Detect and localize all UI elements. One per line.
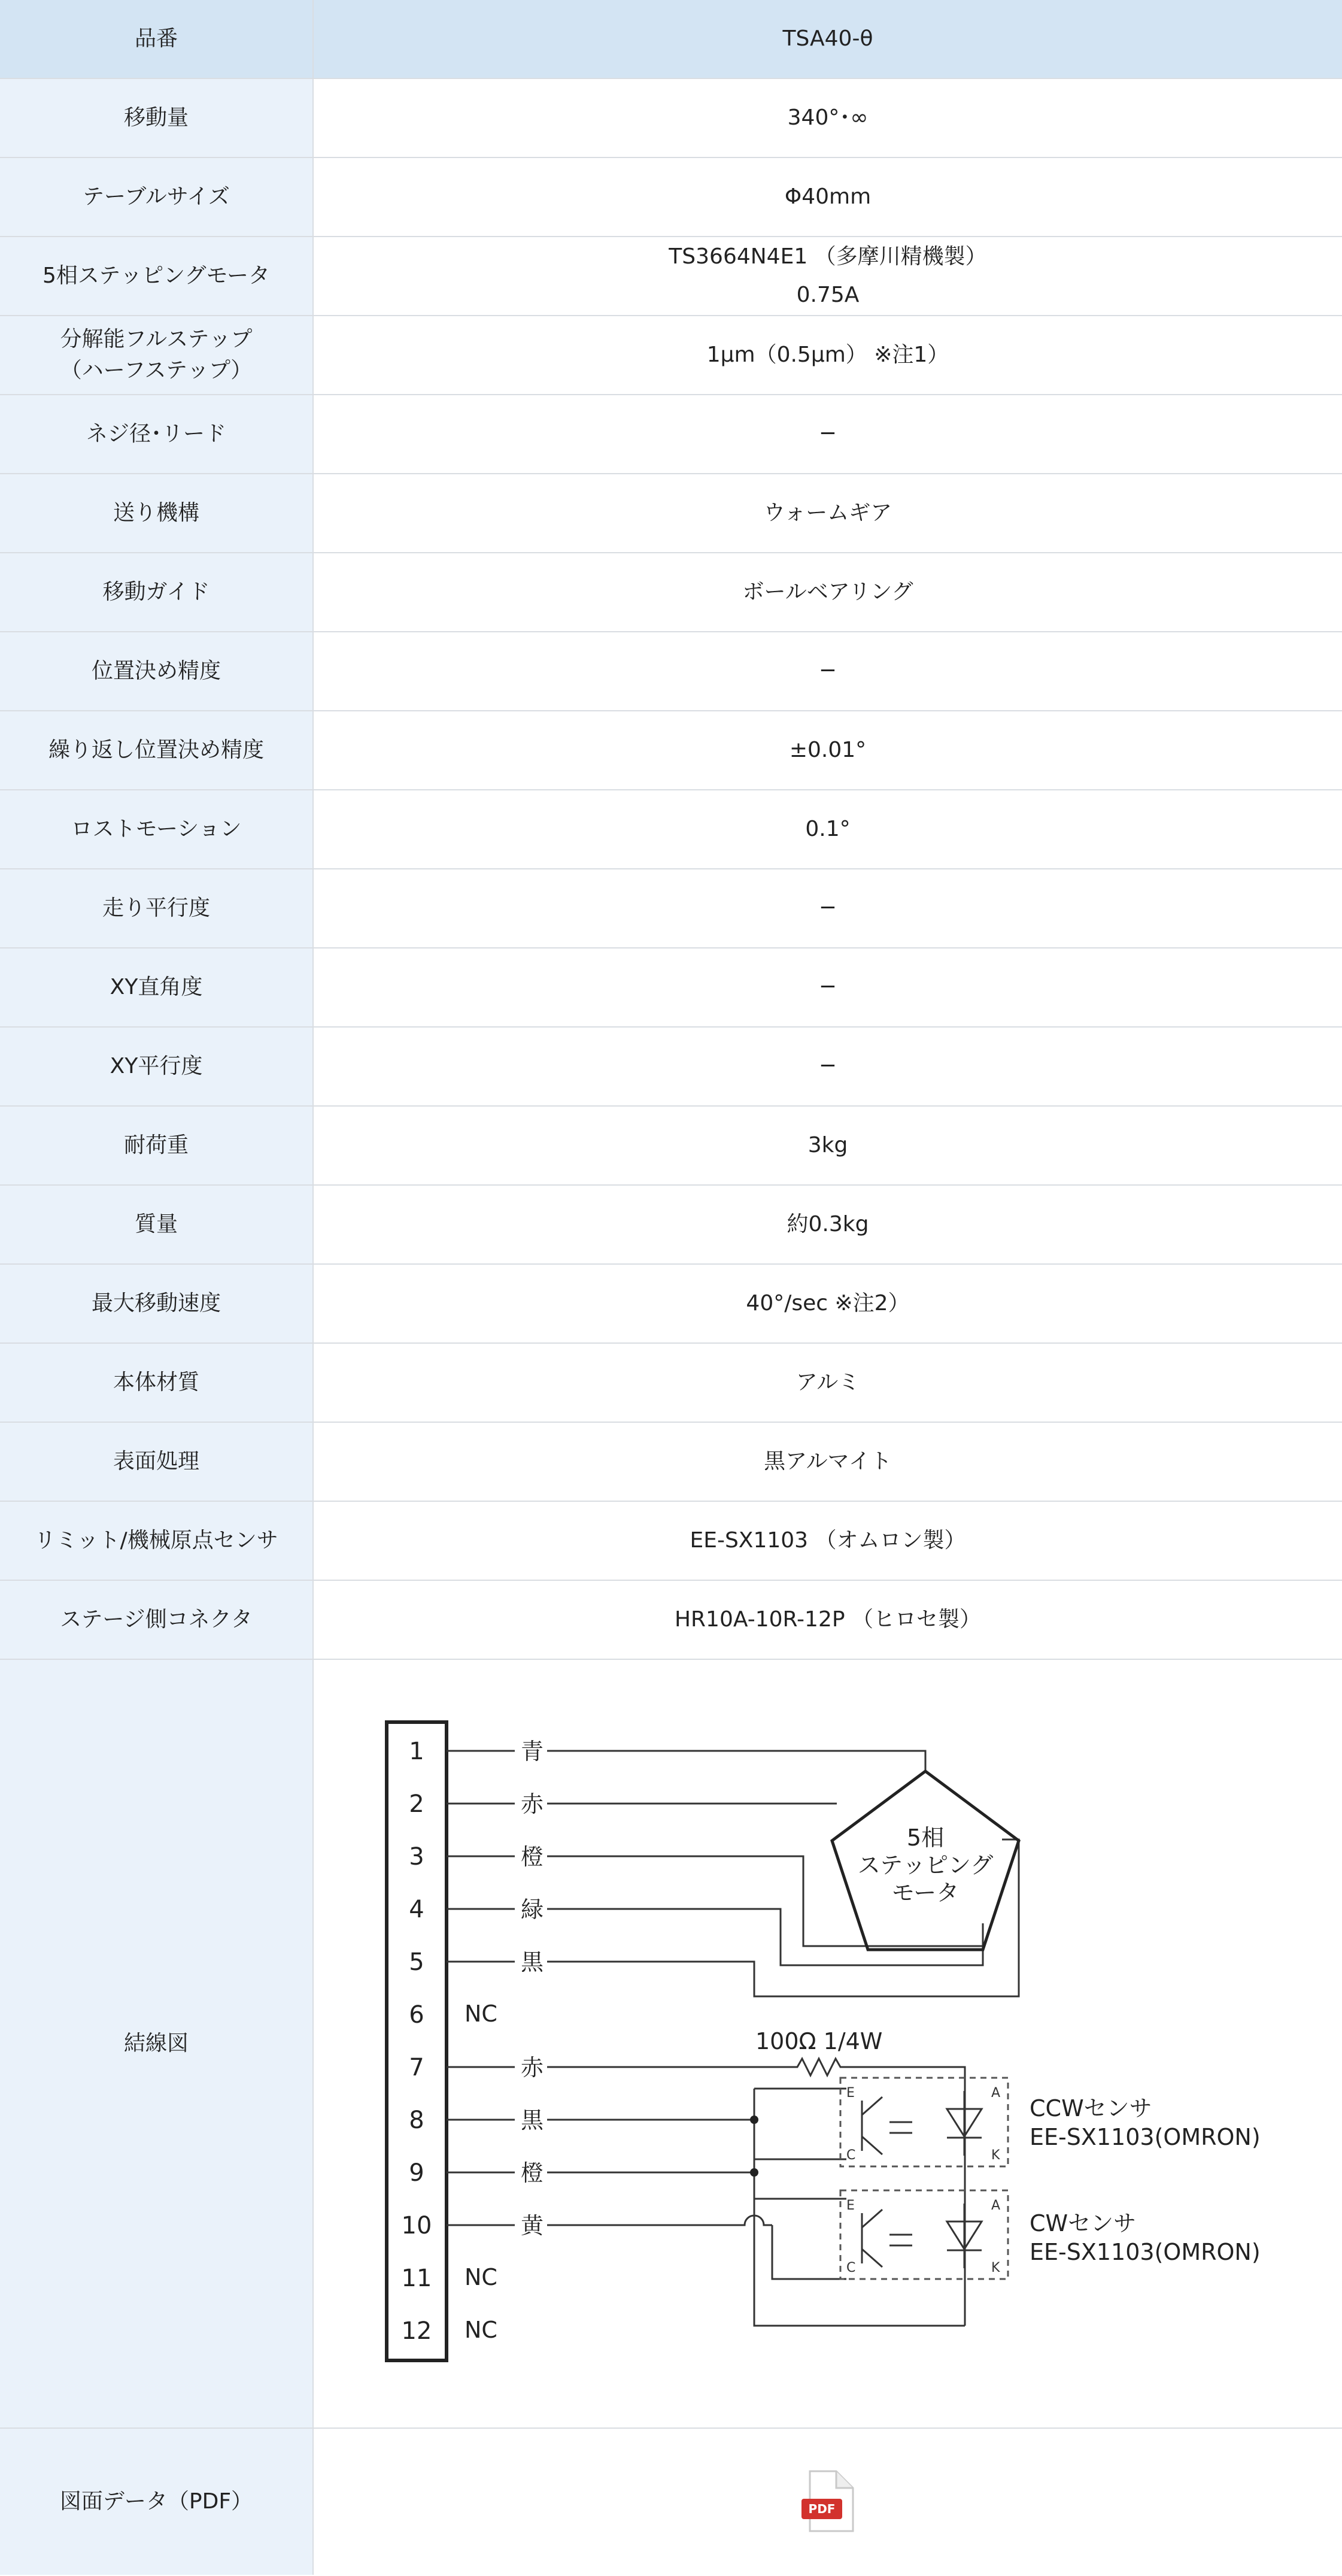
row-label: 5相ステッピングモータ — [0, 237, 314, 315]
pin-k: K — [991, 2260, 1000, 2275]
table-row — [0, 158, 1342, 237]
wire-label: 青 — [521, 1738, 544, 1765]
cw-sensor-model: EE-SX1103(OMRON) — [1030, 2239, 1261, 2265]
wire-label: NC — [464, 2001, 497, 2027]
pin-7: 7 — [409, 2054, 424, 2081]
row-value: ボールベアリング — [742, 580, 913, 604]
row-label — [0, 316, 314, 394]
wire-stubs — [447, 1751, 613, 2225]
pin-2: 2 — [409, 1790, 424, 1818]
row-value: 黒アルマイト — [764, 1449, 892, 1474]
pin-9: 9 — [409, 2159, 424, 2187]
pin-1: 1 — [409, 1738, 424, 1765]
table-row — [0, 632, 1342, 711]
pin-6: 6 — [409, 2001, 424, 2029]
table-row — [0, 79, 1342, 158]
row-label: 位置決め精度 — [0, 632, 314, 710]
table-row — [0, 711, 1342, 790]
row-label: 移動ガイド — [0, 553, 314, 631]
header-label: 品番 — [0, 0, 314, 78]
row-label: 表面処理 — [0, 1423, 314, 1501]
pin-11: 11 — [401, 2265, 432, 2292]
pin-4: 4 — [409, 1896, 424, 1923]
row-label: 質量 — [0, 1186, 314, 1263]
ccw-sensor-name: CCWセンサ — [1030, 2095, 1152, 2122]
row-value: ─ — [821, 1054, 834, 1078]
row-value: ─ — [821, 659, 834, 683]
pin-e: E — [846, 2086, 855, 2101]
pin-5: 5 — [409, 1948, 424, 1976]
table-row — [0, 1423, 1342, 1502]
cw-sensor — [840, 2190, 1008, 2279]
table-row — [0, 1028, 1342, 1107]
table-row — [0, 1186, 1342, 1265]
row-label: ネジ径･リード — [0, 395, 314, 473]
junction-dot — [750, 2168, 758, 2177]
row-value: 約0.3kg — [787, 1212, 869, 1237]
pdf-icon-text: PDF — [808, 2502, 836, 2516]
table-row — [0, 1344, 1342, 1423]
junction-dot — [750, 2116, 758, 2124]
wire-label: 緑 — [521, 1896, 544, 1923]
row-label: ロストモーション — [0, 790, 314, 868]
pdf-label: 図面データ（PDF） — [0, 2429, 314, 2575]
pin-10: 10 — [401, 2212, 432, 2239]
wire-label: 黒 — [521, 1949, 544, 1975]
pin-3: 3 — [409, 1843, 424, 1871]
row-value: ─ — [821, 422, 834, 446]
row-value: ─ — [821, 896, 834, 920]
wire-label: 橙 — [521, 2160, 544, 2186]
cw-sensor-label — [1030, 2210, 1261, 2265]
pdf-row — [0, 2429, 1342, 2575]
pin-e: E — [846, 2198, 855, 2213]
row-value: 3kg — [807, 1133, 848, 1157]
row-value-line1: TS3664N4E1 （多摩川精機製） — [669, 244, 987, 269]
table-row — [0, 316, 1342, 395]
motor-label-line3: モータ — [891, 1880, 960, 1906]
pin-12: 12 — [401, 2317, 432, 2345]
wire-label: 赤 — [521, 2054, 544, 2081]
resistor-label: 100Ω 1/4W — [755, 2028, 883, 2054]
table-row — [0, 790, 1342, 869]
ccw-sensor-model: EE-SX1103(OMRON) — [1030, 2124, 1261, 2150]
row-label: 最大移動速度 — [0, 1265, 314, 1342]
row-label: 耐荷重 — [0, 1107, 314, 1184]
row-label: XY平行度 — [0, 1028, 314, 1105]
ccw-sensor-label — [1030, 2095, 1261, 2150]
row-label: 走り平行度 — [0, 869, 314, 947]
row-value: 1μm（0.5μm） ※注1） — [706, 343, 949, 367]
sensor-wires — [613, 2059, 965, 2326]
row-label: XY直角度 — [0, 948, 314, 1026]
wire-label: 橙 — [521, 1844, 544, 1870]
table-row — [0, 1265, 1342, 1344]
row-value: アルミ — [796, 1370, 860, 1395]
wire-label: 黒 — [521, 2107, 544, 2133]
row-value: EE-SX1103 （オムロン製） — [690, 1528, 966, 1553]
table-header-row — [0, 0, 1342, 79]
row-label: 送り機構 — [0, 474, 314, 552]
table-row — [0, 395, 1342, 474]
row-label: ステージ側コネクタ — [0, 1581, 314, 1659]
wiring-diagram — [314, 1660, 1342, 2427]
table-row — [0, 553, 1342, 632]
row-value: ─ — [821, 975, 834, 999]
row-label: リミット/機械原点センサ — [0, 1502, 314, 1580]
row-value: 40°/sec ※注2） — [746, 1291, 910, 1316]
table-row — [0, 1107, 1342, 1186]
wire-label: 黄 — [521, 2213, 544, 2239]
pin-a: A — [991, 2086, 1001, 2101]
row-value: ウォームギア — [763, 501, 892, 525]
table-row — [0, 869, 1342, 948]
row-value-line2: 0.75A — [796, 283, 860, 307]
wire-labels — [464, 1738, 545, 2343]
table-row — [0, 1581, 1342, 1660]
pin-c: C — [846, 2260, 856, 2275]
pdf-file-icon[interactable] — [799, 2469, 857, 2535]
row-value: Φ40mm — [784, 184, 872, 209]
motor-label-line1: 5相 — [906, 1825, 945, 1851]
row-label-line1: 分解能フルステップ — [60, 327, 253, 351]
pin-k: K — [991, 2148, 1000, 2163]
pdf-cell — [314, 2429, 1342, 2575]
row-label: テーブルサイズ — [0, 158, 314, 236]
row-label: 繰り返し位置決め精度 — [0, 711, 314, 789]
row-value — [314, 237, 1342, 315]
wire-label: 赤 — [521, 1791, 544, 1817]
table-row — [0, 237, 1342, 316]
pin-a: A — [991, 2198, 1001, 2213]
pin-8: 8 — [409, 2107, 424, 2134]
row-label-line2: （ハーフステップ） — [60, 358, 253, 383]
row-value: 0.1° — [805, 817, 851, 841]
motor-label-line2: ステッピング — [857, 1852, 994, 1878]
wire-label: NC — [464, 2264, 497, 2290]
row-value: 340°･∞ — [787, 105, 869, 130]
motor-label — [858, 1825, 993, 1906]
row-value: ±0.01° — [789, 738, 867, 762]
wiring-diagram-label: 結線図 — [0, 1660, 314, 2427]
pin-numbers — [402, 1738, 432, 2345]
row-label: 移動量 — [0, 79, 314, 157]
table-row — [0, 474, 1342, 553]
wire-label: NC — [464, 2317, 497, 2343]
row-value: HR10A-10R-12P （ヒロセ製） — [674, 1607, 982, 1632]
cw-sensor-name: CWセンサ — [1030, 2210, 1137, 2236]
wiring-diagram-row — [0, 1660, 1342, 2429]
model-number: TSA40-θ — [314, 0, 1342, 78]
row-label: 本体材質 — [0, 1344, 314, 1422]
table-row — [0, 1502, 1342, 1581]
table-row — [0, 948, 1342, 1028]
ccw-sensor — [840, 2078, 1008, 2166]
pin-c: C — [846, 2148, 856, 2163]
